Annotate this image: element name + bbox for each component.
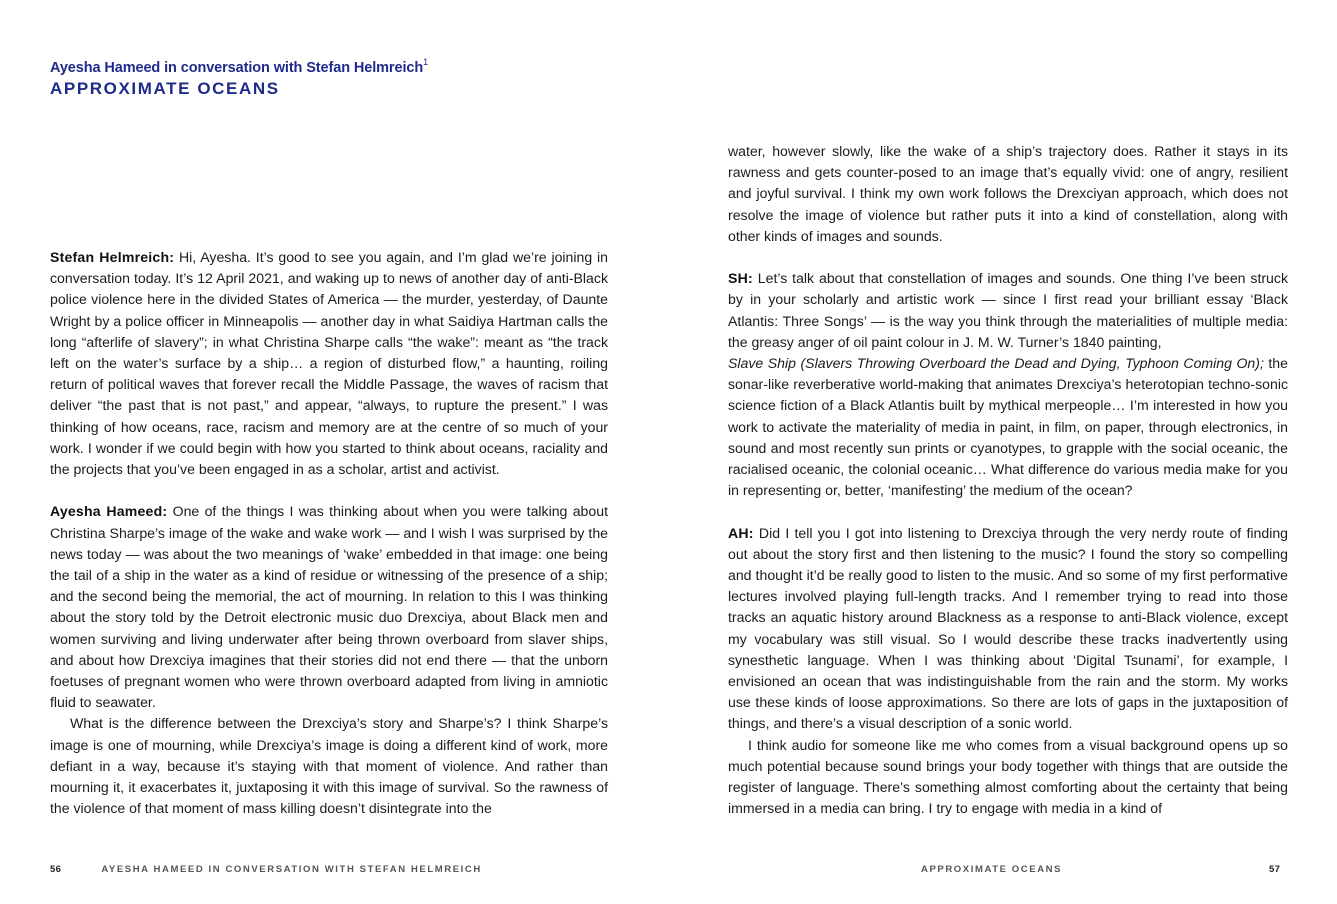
chapter-header — [50, 58, 428, 99]
paragraph-text: One of the things I was thinking about when you were talking about Christina Sharpe’s image of the wake and wake work — and I wish I was surprised by the news today — was about the two meanings of ‘wake’ embedded in that image: one being the tail of a ship in the water as a kind of residue or witnessing of the presence of a ship; and the second being the memorial, the act of mourning. In relation to this I was thinking about the story told by the Detroit electronic music duo Drexciya, about Black men and women surviving and living underwater after being thrown overboard from slaver ships, and about how Drexciya imagines that their stories did not end there — that the unborn foetuses of pregnant women who were thrown overboard adapted from living in amniotic fluid to seawater. — [50, 503, 608, 711]
paragraph-text: Hi, Ayesha. It’s good to see you again, and I’m glad we’re joining in conversation today. It’s 12 April 2021, and waking up to news of another day of anti-Black police violence here in the divided States of America — the murder, yesterday, of Daunte Wright by a police officer in Minneapolis — another day in what Saidiya Hartman calls the long “afterlife of slavery”; in what Christina Sharpe calls “the wake”: meant as “the track left on the water’s surface by a ship… a region of disturbed flow,” a haunting, roiling return of political waves that forever recall the Middle Passage, the waves of racism that deliver “the past that is not past,” and appear, “always, to rupture the present.” I was thinking of how oceans, race, racism and memory are at the centre of so much of your work. I wonder if we could begin with how you started to think about oceans, raciality and the projects that you’ve been engaged in as a scholar, artist and activist. — [50, 249, 609, 478]
paragraph-ah-continued — [50, 713, 608, 819]
running-head: AYESHA HAMEED IN CONVERSATION WITH STEFAN HELMREICH — [101, 864, 482, 875]
paragraph-text: I think audio for someone like me who comes from a visual background opens up so much potential because sound brings your body together with things that are outside the register of language. There’s something almost comforting about the certainty that being immersed in a media can bring. I try to engage with media in a kind of — [728, 736, 1288, 817]
chapter-subtitle — [50, 58, 428, 76]
paragraph-sh-intro — [50, 247, 608, 480]
painting-title: Slave Ship (Slavers Throwing Overboard the Dead and Dying, Typhoon Coming On); — [728, 355, 1264, 372]
subtitle-text: Ayesha Hameed in conversation with Stefan Helmreich — [50, 59, 424, 76]
speaker-label: AH: — [728, 524, 754, 541]
right-running-head: APPROXIMATE OCEANS — [921, 864, 1063, 875]
paragraph-sh-question — [728, 268, 1288, 501]
paragraph-text: the sonar-like reverberative world-making that animates Drexciya’s heterotopian techno-sonic science fiction of a Black Atlantis built by mythical merpeople… I’m interested in how you work to activate the materiality of media in paint, in film, on paper, through electronics, in sound and most recently sun prints or cyanotypes, to grapple with the social oceanic, the racialised oceanic, the colonial oceanic… What difference do various media make for you in representing or, better, ‘manifesting’ the medium of the ocean? — [728, 355, 1288, 499]
left-footer — [50, 864, 482, 875]
left-page — [0, 0, 668, 904]
right-text-column — [728, 141, 1288, 819]
chapter-title: APPROXIMATE OCEANS — [50, 78, 280, 98]
paragraph-ah-continuation — [728, 141, 1288, 247]
speaker-label: SH: — [728, 270, 753, 287]
paragraph-ah-answer — [728, 523, 1288, 735]
page-number: 56 — [50, 864, 62, 875]
paragraph-ah-audio — [728, 735, 1288, 820]
paragraph-ah-response — [50, 501, 608, 713]
page-number: 57 — [1269, 864, 1281, 875]
left-text-column — [50, 247, 608, 819]
right-page-number-wrap — [1269, 864, 1280, 875]
paragraph-text: Did I tell you I got into listening to Drexciya through the very nerdy route of finding out about the story first and then listening to the music? I found the story so compelling and thought it’d be really good to listen to the music. And so some of my first performative lectures involved playing full-length tracks. And I remember trying to read into those tracks an aquatic history around Blackness as a response to anti-Black violence, except my vocabulary was still visual. So I would describe these tracks inadvertently using synesthetic language. When I was thinking about ‘Digital Tsunami’, for example, I envisioned an ocean that was indistinguishable from the rain and the storm. My works use these kinds of loose approximations. So there are lots of gaps in the juxtaposition of things, and there’s a visual description of a sonic world. — [728, 524, 1288, 732]
paragraph-text: Let’s talk about that constellation of images and sounds. One thing I’ve been struck by in your scholarly and artistic work — since I first read your brilliant essay ‘Black Atlantis: Three Songs’ — is the way you think through the materialities of multiple media: the greasy anger of oil paint colour in J. M. W. Turner’s 1840 painting, — [728, 270, 1288, 350]
right-page — [668, 0, 1337, 904]
footnote-mark[interactable]: 1 — [423, 57, 428, 67]
paragraph-text: water, however slowly, like the wake of a ship’s trajectory does. Rather it stays in its rawness and gets counter-posed to an image that’s equally vivid: one of angry, resilient and joyful survival. I think my own work follows the Drexciyan approach, which does not resolve the image of violence but rather puts it into a kind of constellation, along with other kinds of images and sounds. — [728, 143, 1288, 244]
paragraph-text: What is the difference between the Drexciya’s story and Sharpe’s? I think Sharpe’s image is one of mourning, while Drexciya’s image is doing a different kind of work, more defiant in a way, because it’s staying with that moment of violence. And rather than mourning it, it exacerbates it, juxtaposing it with this image of survival. So the rawness of the violence of that moment of mass killing doesn’t disintegrate into the — [50, 715, 608, 817]
speaker-label: Ayesha Hameed: — [50, 503, 168, 520]
speaker-label: Stefan Helmreich: — [50, 249, 175, 265]
